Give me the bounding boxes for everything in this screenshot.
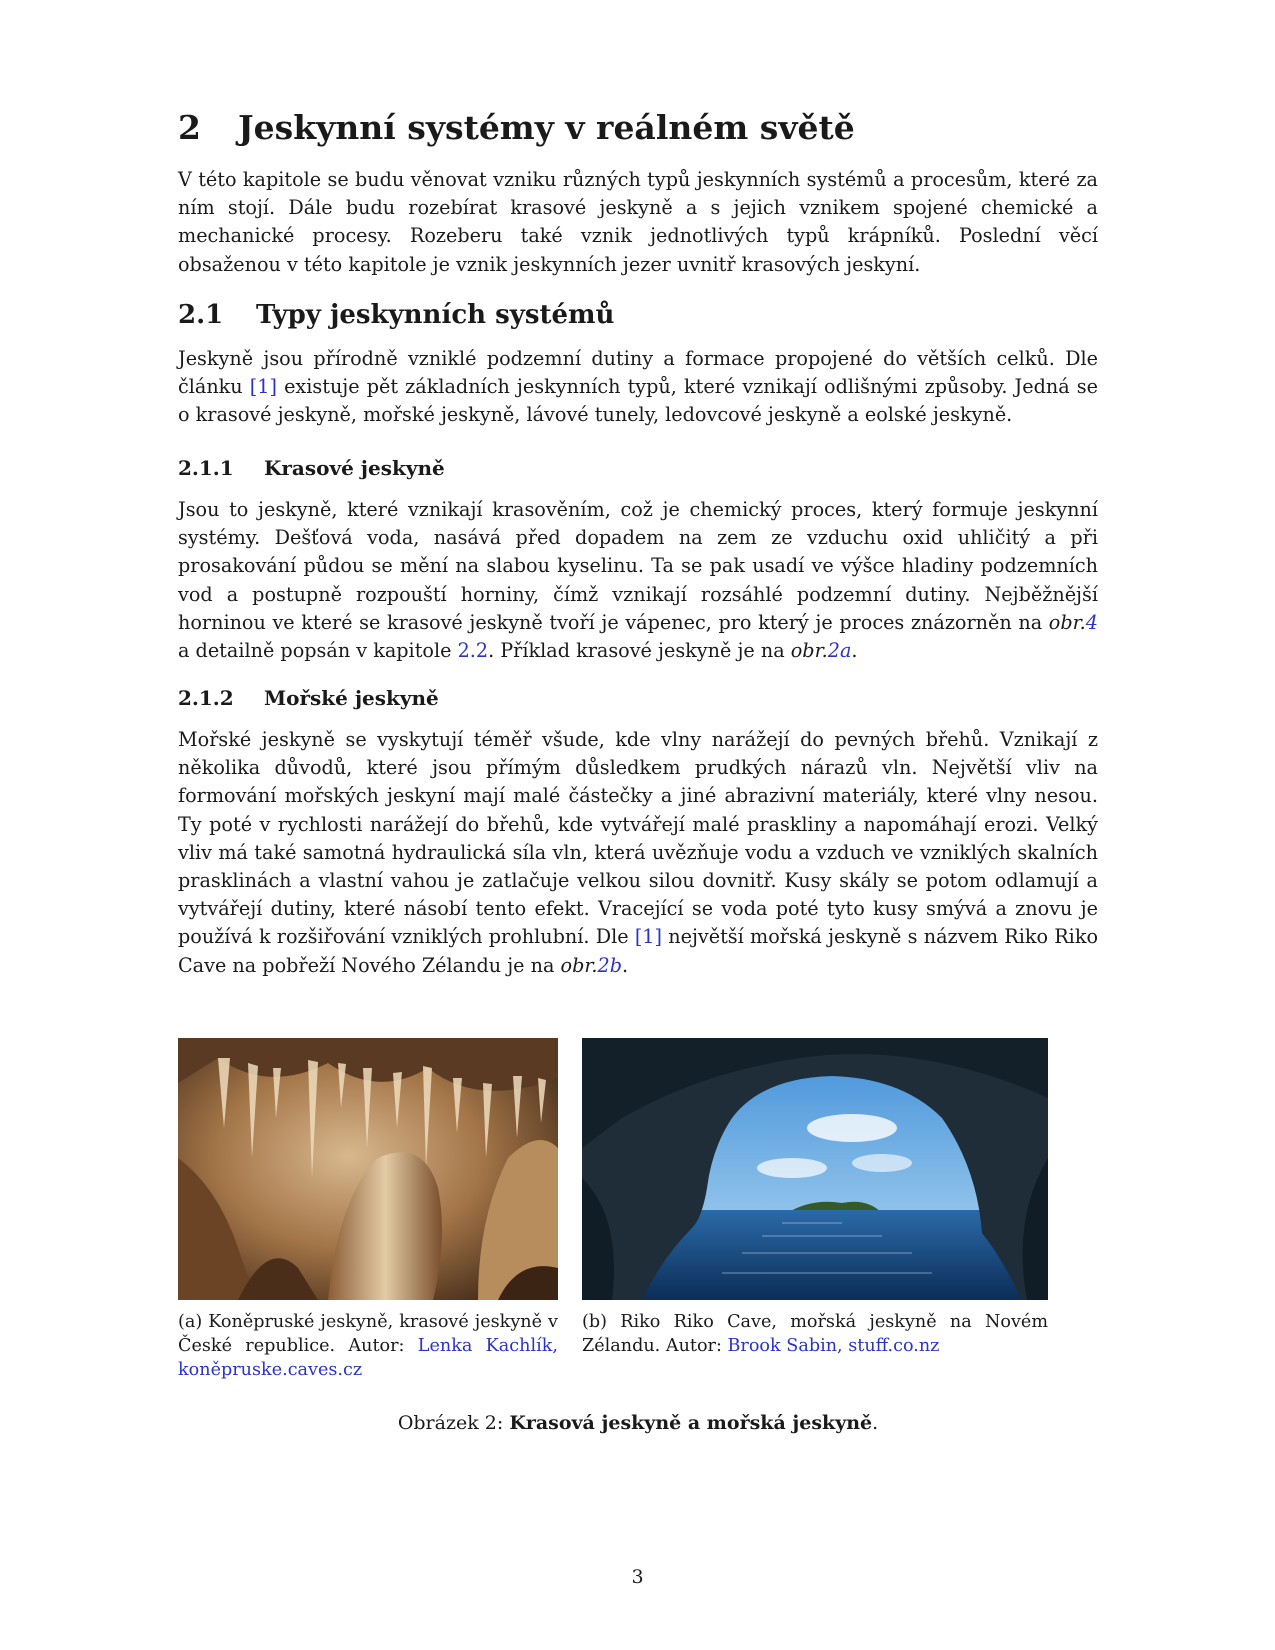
section-ref-link[interactable]: 2.2: [457, 639, 489, 663]
citation-link[interactable]: [1]: [634, 925, 662, 949]
karst-text-2: a detailně popsán v kapitole: [178, 639, 458, 663]
citation-link[interactable]: [1]: [249, 375, 277, 399]
figure-label: obr.: [790, 639, 828, 663]
karst-cave-photo: [178, 1038, 558, 1300]
subsection-number: 2.1.2: [178, 686, 234, 710]
chapter-heading: [178, 108, 855, 147]
subsection-title: Mořské jeskyně: [264, 686, 439, 710]
subsection-heading-sea: [178, 686, 439, 710]
sea-text-3: .: [622, 953, 629, 977]
figure-caption-end: .: [872, 1412, 879, 1434]
subsection-title: Krasové jeskyně: [264, 456, 445, 480]
karst-text-4: .: [851, 639, 858, 663]
karst-text-1: Jsou to jeskyně, které vznikají krasověním, což je chemický proces, který formuje jeskynní systémy. Dešťová voda, nasává před dopadem na zem ze vzduchu oxid uhličitý a při prosakování půdou se mění na slabou kyselinu. Ta se pak usadí ve výšce hladiny podzemních vod a postupně rozpouští horniny, čímž vznikají rozsáhlé podzemní dutiny. Nejběžnější horninou ve které se krasové jeskyně tvoří je vápenec, pro který je proces znázorněn na: [178, 498, 1098, 634]
section-text-2: existuje pět základních jeskynních typů, které vznikají odlišnými způsoby. Jedná se o krasové jeskyně, mořské jeskyně, lávové tunely, ledovcové jeskyně a eolské jeskyně.: [178, 375, 1098, 427]
chapter-title: Jeskynní systémy v reálném světě: [238, 108, 855, 147]
karst-paragraph: [178, 496, 1098, 665]
figure-ref-link[interactable]: 2a: [827, 639, 852, 663]
section-paragraph: [178, 345, 1098, 430]
caption-text: (b) Riko Riko Cave, mořská jeskyně na Novém Zélandu. Autor:: [582, 1312, 1048, 1356]
figure-label: obr.: [560, 953, 598, 977]
author-link[interactable]: Brook Sabin, stuff.co.nz: [727, 1336, 940, 1356]
subfigure-b: [582, 1038, 1048, 1358]
karst-text-3: . Příklad krasové jeskyně je na: [488, 639, 791, 663]
subfigure-a: [178, 1038, 558, 1382]
section-text-1: Jeskyně jsou přírodně vzniklé podzemní dutiny a formace propojené do větších celků. Dle článku: [178, 347, 1098, 399]
sea-paragraph: [178, 726, 1098, 980]
subsection-number: 2.1.1: [178, 456, 234, 480]
sea-text-2: největší mořská jeskyně s názvem Riko Riko Cave na pobřeží Nového Zélandu je na: [178, 925, 1098, 977]
figure-ref-link[interactable]: 4: [1085, 610, 1098, 634]
figure-ref-link[interactable]: 2b: [597, 953, 623, 977]
figure-label: obr.: [1048, 610, 1086, 634]
sea-text-1: Mořské jeskyně se vyskytují téměř všude, kde vlny narážejí do pevných břehů. Vznikají z několika důvodů, které jsou přímým důsledkem prudkých nárazů vln. Největší vliv na formování mořských jeskyní mají malé částečky a jiné abrazivní materiály, které vlny nesou. Ty poté v rychlosti narážejí do břehů, kde vytvářejí malé praskliny a napomáhají erozi. Velký vliv má také samotná hydraulická síla vln, která uvězňuje vodu a vzduch ve vzniklých skalních prasklinách a vlastní vahou je zatlačuje velkou silou dovnitř. Kusy skály se potom odlamují a vytvářejí dutiny, které násobí tento efekt. Vracející se voda poté tyto kusy smývá a znovu je používá k rozšiřování vzniklých prohlubní. Dle: [178, 728, 1098, 949]
section-title: Typy jeskynních systémů: [256, 300, 615, 330]
subfigure-b-caption: [582, 1310, 1048, 1358]
sea-cave-photo: [582, 1038, 1048, 1300]
figure-caption-title: Krasová jeskyně a mořská jeskyně: [509, 1412, 873, 1434]
figure-caption: [178, 1412, 1098, 1434]
figure-caption-label: Obrázek 2:: [397, 1412, 510, 1434]
chapter-intro: V této kapitole se budu věnovat vzniku různých typů jeskynních systémů a procesům, které za ním stojí. Dále budu rozebírat krasové jeskyně a s jejich vznikem spojené chemické a mechanické procesy. Rozeberu také vznik jednotlivých typů krápníků. Poslední věcí obsaženou v této kapitole je vznik jeskynních jezer uvnitř krasových jeskyní.: [178, 168, 1098, 276]
subsection-heading-karst: [178, 456, 445, 480]
page-number: 3: [631, 1566, 644, 1588]
section-heading: [178, 300, 614, 330]
section-number: 2.1: [178, 300, 224, 330]
chapter-number: 2: [178, 108, 201, 147]
caption-text: (a) Koněpruské jeskyně, krasové jeskyně v České republice. Autor:: [178, 1312, 558, 1356]
author-link[interactable]: Lenka Kachlík, koněpruske.caves.cz: [178, 1336, 558, 1380]
subfigure-a-caption: [178, 1310, 558, 1382]
